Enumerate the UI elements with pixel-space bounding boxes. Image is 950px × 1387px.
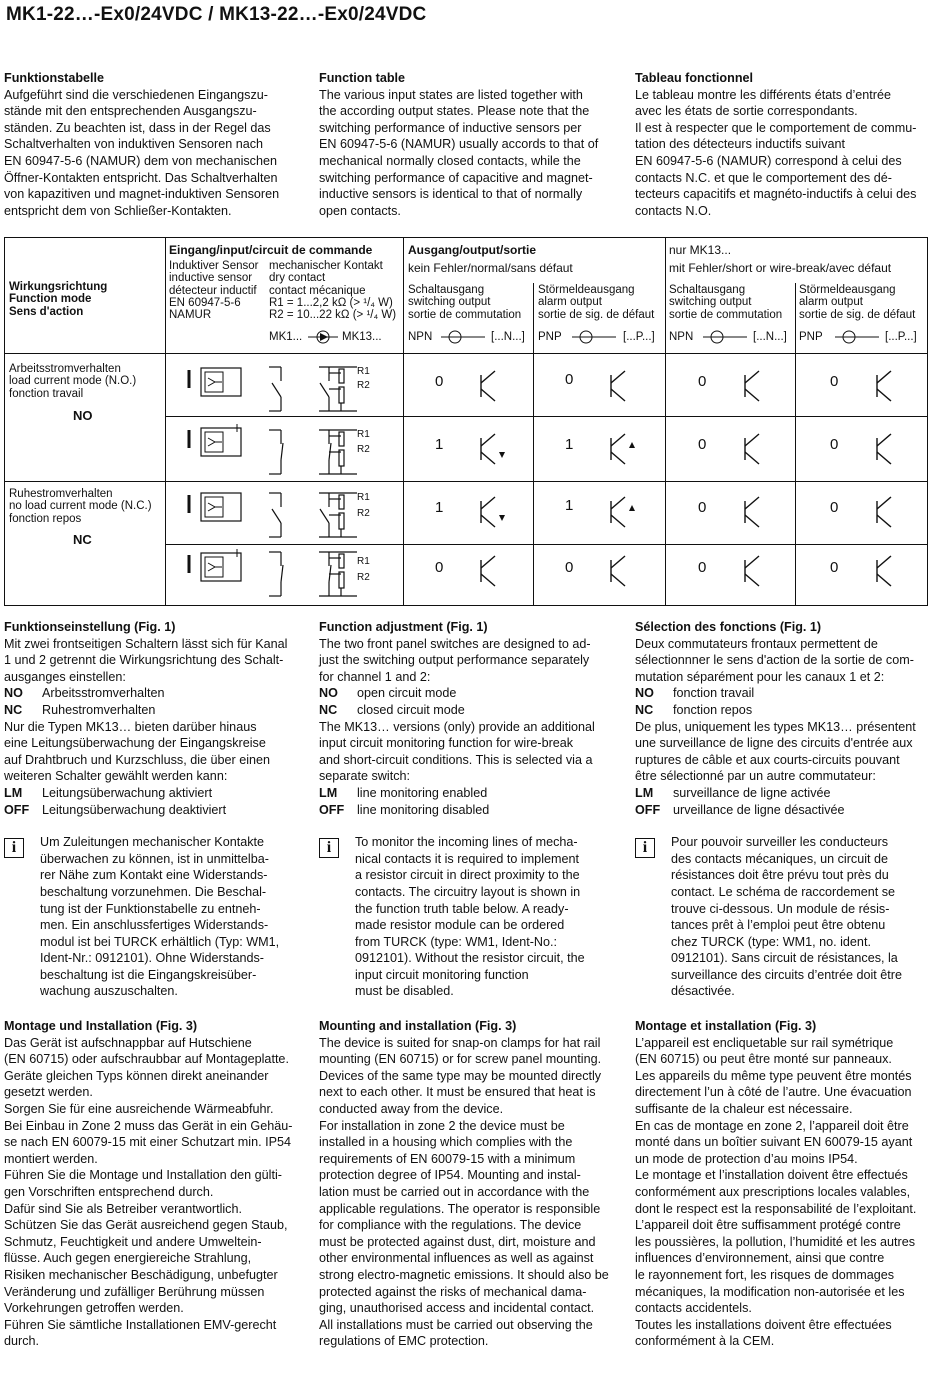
resistor-contact-icon xyxy=(319,493,357,537)
input-header: Eingang/input/circuit de commande xyxy=(169,243,373,257)
row2-switch-value: 1 xyxy=(435,436,444,453)
pnp-label: PNP xyxy=(799,331,823,343)
contact-description: mechanischer Kontakt dry contact contact mécanique R1 = 1...2,2 kΩ (> ¹/₄ W) R2 = 10...22 kΩ (> ¹/₄ W) xyxy=(269,260,397,322)
lm-code: LM xyxy=(319,785,338,800)
transistor-icon xyxy=(481,434,505,464)
function-table-en xyxy=(319,70,619,219)
row3-fault-alarm-value: 0 xyxy=(830,499,839,516)
nc-desc: closed circuit mode xyxy=(357,702,465,717)
mode-header: Wirkungsrichtung Function mode Sens d'action xyxy=(9,281,108,318)
section-heading: Sélection des fonctions (Fig. 1) xyxy=(635,620,822,634)
section-heading: Mounting and installation (Fig. 3) xyxy=(319,1019,517,1033)
transistor-icon xyxy=(481,371,495,401)
sensor-description: Induktiver Sensor inductive sensor détecteur inductif EN 60947-5-6 NAMUR xyxy=(169,260,259,322)
section-heading: Funktionstabelle xyxy=(4,71,105,85)
mounting-de xyxy=(4,1018,304,1350)
off-desc: line monitoring disabled xyxy=(357,802,490,817)
function-table-de xyxy=(4,70,304,219)
sensor-icon xyxy=(189,424,241,456)
transistor-icon xyxy=(745,434,759,464)
nc-code: NC xyxy=(4,702,23,717)
r1-label: R1 xyxy=(357,429,370,440)
r1-label: R1 xyxy=(357,556,370,567)
alarm-output-label: Störmeldeausgang alarm output sortie de sig. de défaut xyxy=(799,284,916,321)
r1-label: R1 xyxy=(357,492,370,503)
off-desc: urveillance de ligne désactivée xyxy=(673,802,845,817)
output-header: Ausgang/output/sortie xyxy=(408,243,536,257)
off-code: OFF xyxy=(635,802,661,817)
row4-switch-value: 0 xyxy=(435,559,444,576)
nc-setting xyxy=(4,702,304,719)
info-text: Pour pouvoir surveiller les conducteurs des contacts mécaniques, un circuit de résistances doit être prévu tout près du contact. Le schéma de raccordement se trouve ci-dessous. Un module de résis- tances prêt à l’emploi peut être obtenu chez TURCK (type: WM1, no. ident. 0912101). Sans circuit de résistances, la surveillance des circuits d’entrée doit être désactivée. xyxy=(671,835,902,999)
no-mode-code: NO xyxy=(73,408,93,423)
section-heading: Funktionseinstellung (Fig. 1) xyxy=(4,620,176,634)
row4-fault-alarm-value: 0 xyxy=(830,559,839,576)
row1-switch-value: 0 xyxy=(435,373,444,390)
lm-setting xyxy=(4,785,304,802)
section-text: The two front panel switches are designed to ad- just the switching output performance separately for channel 1 and 2: xyxy=(319,636,591,684)
row2-fault-switch-value: 0 xyxy=(698,436,707,453)
adjust-en xyxy=(319,619,619,1000)
lm-setting xyxy=(319,785,619,802)
r2-label: R2 xyxy=(357,572,370,583)
open-contact-icon xyxy=(269,367,281,411)
transistor-icon xyxy=(877,371,891,401)
sensor-icon xyxy=(189,549,241,581)
lm-code: LM xyxy=(635,785,654,800)
section-text: The MK13… versions (only) provide an additional input circuit monitoring function for wire-break and short-circuit conditions. This is selected via a separate switch: xyxy=(319,719,595,784)
section-text: De plus, uniquement les types MK13… présentent une surveillance de ligne des circuits d'entrée aux ruptures de câble et aux courts-circuits pouvant être sélectionné par un autre commutateur: xyxy=(635,719,916,784)
sensor-icon xyxy=(189,493,241,521)
lm-desc: surveillance de ligne activée xyxy=(673,785,831,800)
section-text: L’appareil est encliquetable sur rail symétrique (EN 60715) ou peut être monté sur panneaux. Les appareils du même type peuvent être montés directement l’un à côté de l’autre. Une évacuation suffisante de la chaleur est nécessaire. En cas de montage en zone 2, l’appareil doit être monté dans un boîtier suivant EN 60079-15 ayant un mode de protection d’au moins IP54. Le montage et l’installation doivent être effectués conformément aux prescriptions locales valables, dont le respect est la responsabilité de l’exploitant. L’appareil doit être suffisamment protégé contre les poussières, la pollution, l’humidité et les autres influences d’environnement, ainsi que contre le rayonnement fort, les risques de dommages mécaniques, la modification non-autorisée et les contacts accidentels. Toutes les installations doivent être effectuées conformément à la CEM. xyxy=(635,1035,917,1349)
row4-alarm-value: 0 xyxy=(565,559,574,576)
mk13-label: MK13... xyxy=(342,331,382,343)
pnp-type: [...P...] xyxy=(623,331,655,343)
row3-fault-switch-value: 0 xyxy=(698,499,707,516)
switch-output-label: Schaltausgang switching output sortie de commutation xyxy=(669,284,783,321)
row3-alarm-value: 1 xyxy=(565,497,574,514)
off-code: OFF xyxy=(319,802,345,817)
nc-code: NC xyxy=(635,702,654,717)
schematic-layer xyxy=(5,238,927,605)
no-desc: Arbeitsstromverhalten xyxy=(42,686,165,701)
info-text: Um Zuleitungen mechanischer Kontakte überwachen zu können, ist in unmittelba- rer Nähe zum Kontakt eine Widerstands- beschaltung vorzunehmen. Die Beschal- tung ist der Funktionstabelle zu entneh- men. Ein anschlussfertiges Widerstands- modul ist bei TURCK erhältlich (Typ: WM1, Ident-Nr.: 0912101). Ohne Widerstands- beschaltung ist die Eingangskreisüber- wachung auszuschalten. xyxy=(40,835,280,999)
row3-switch-value: 1 xyxy=(435,499,444,516)
transistor-icon xyxy=(611,497,635,527)
lm-code: LM xyxy=(4,785,23,800)
npn-label: NPN xyxy=(408,331,433,343)
alarm-output-label: Störmeldeausgang alarm output sortie de sig. de défaut xyxy=(538,284,655,321)
pnp-type: [...P...] xyxy=(885,331,917,343)
section-text: Das Gerät ist aufschnappbar auf Hutschiene (EN 60715) oder aufschraubbar auf Montageplatte. Geräte gleichen Typs können direkt aneinander gesetzt werden. Sorgen Sie für eine ausreichende Wärmeabfuhr. Bei Einbau in Zone 2 muss das Gerät in ein Gehäu- se nach EN 60079-15 mit einer Schutzart min. IP54 montiert werden. Führen Sie die Montage und Installation den gülti- gen Vorschriften entsprechend durch. Dafür sind Sie als Betreiber verantwortlich. Schützen Sie das Gerät ausreichend gegen Staub, Schmutz, Feuchtigkeit und andere Umweltein- flüsse. Auch gegen energiereiche Strahlung, Risiken mechanischer Beschädigung, unbefugter Veränderung und zufälliger Berührung müssen Vorkehrungen getroffen werden. Führen Sie sämtliche Installationen EMV-gerecht durch. xyxy=(4,1035,293,1349)
off-setting xyxy=(635,802,935,819)
transistor-icon xyxy=(481,497,505,527)
no-setting xyxy=(4,685,304,702)
only-mk13-label: nur MK13... xyxy=(669,243,732,257)
adjust-de xyxy=(4,619,304,1000)
nc-setting xyxy=(319,702,619,719)
transistor-icon xyxy=(745,497,759,527)
function-table-fr xyxy=(635,70,935,219)
row2-fault-alarm-value: 0 xyxy=(830,436,839,453)
off-setting xyxy=(319,802,619,819)
lm-setting xyxy=(635,785,935,802)
no-desc: fonction travail xyxy=(673,686,755,701)
no-setting xyxy=(635,685,935,702)
info-icon: i xyxy=(635,838,655,858)
mk1-label: MK1... xyxy=(269,331,303,343)
transistor-icon xyxy=(611,556,625,586)
transistor-icon xyxy=(481,556,495,586)
row4-fault-switch-value: 0 xyxy=(698,559,707,576)
info-note xyxy=(4,834,304,1000)
info-note xyxy=(635,834,935,1000)
section-heading: Tableau fonctionnel xyxy=(635,71,754,85)
row1-fault-switch-value: 0 xyxy=(698,373,707,390)
no-code: NO xyxy=(635,686,654,701)
off-setting xyxy=(4,802,304,819)
npn-label: NPN xyxy=(669,331,694,343)
resistor-contact-icon xyxy=(319,367,357,411)
no-setting xyxy=(319,685,619,702)
npn-type: [...N...] xyxy=(491,331,525,343)
transistor-icon xyxy=(877,434,891,464)
mounting-fr xyxy=(635,1018,935,1350)
section-text: The device is suited for snap-on clamps for hat rail mounting (EN 60715) or for screw panel mounting. Devices of the same type may be mounted directly next to each other. It must be ensured that heat is conducted away from the device. For installation in zone 2 the device must be installed in a housing which complies with the requirements of EN 60079-15 with a minimum protection degree of IP54. Mounting and instal- lation must be carried out in accordance with the applicable regulations. The operator is responsible for compliance with the regulations. The device must be protected against dust, dirt, moisture and other environmental influences as well as against strong electro-magnetic emissions. It should also be protected against the risks of mechanical dama- ging, unauthorised access and incidental contact. All installations must be carried out observing the regulations of EMC protection. xyxy=(319,1035,609,1349)
section-heading: Montage et installation (Fig. 3) xyxy=(635,1019,817,1033)
pnp-label: PNP xyxy=(538,331,562,343)
section-text: The various input states are listed together with the according output states. Please note that the switching performance of inductive sensors per EN 60947-5-6 (NAMUR) usually accords to that of mechanical normally closed contacts, while the switching performance of capacitive and magnet- inductive sensors is identical to that of normally open contacts. xyxy=(319,87,599,218)
section-text: Deux commutateurs frontaux permettent de sélectionnner le sens d'action de la sortie de com- mutation séparément pour les canaux 1 et 2: xyxy=(635,636,914,684)
off-desc: Leitungsüberwachung deaktiviert xyxy=(42,802,227,817)
section-text: Aufgeführt sind die verschiedenen Eingangszu- stände mit den entsprechenden Ausgangszu- ständen. Zu beachten ist, dass in der Regel das Schaltverhalten von induktiven Sensoren nach EN 60947-5-6 (NAMUR) dem von mechanischen Öffner-Kontakten entspricht. Das Schaltverhalten von kapazitiven und magnet-induktiven Sensoren entspricht dem von Schließer-Kontakten. xyxy=(4,87,280,218)
r1-label: R1 xyxy=(357,366,370,377)
off-code: OFF xyxy=(4,802,30,817)
no-code: NO xyxy=(319,686,338,701)
with-fault-label: mit Fehler/short or wire-break/avec défaut xyxy=(669,261,892,275)
no-desc: open circuit mode xyxy=(357,686,457,701)
lm-desc: Leitungsüberwachung aktiviert xyxy=(42,785,213,800)
nc-setting xyxy=(635,702,935,719)
open-contact-icon xyxy=(269,493,281,537)
page-title: MK1-22…-Ex0/24VDC / MK13-22…-Ex0/24VDC xyxy=(6,4,427,25)
nc-mode-label: Ruhestromverhalten no load current mode (N.C.) fonction repos xyxy=(9,488,152,525)
lm-desc: line monitoring enabled xyxy=(357,785,488,800)
r2-label: R2 xyxy=(357,380,370,391)
no-code: NO xyxy=(4,686,23,701)
info-icon: i xyxy=(4,838,24,858)
transistor-icon xyxy=(745,371,759,401)
info-text: To monitor the incoming lines of mecha- nical contacts it is required to implement a resistor circuit in direct proximity to the contacts. The circuitry layout is shown in the function truth table below. A ready- made resistor module can be ordered from TURCK (type: WM1, Ident-No.: 0912101). Without the resistor circuit, the input circuit monitoring function must be disabled. xyxy=(355,835,585,999)
npn-type: [...N...] xyxy=(753,331,787,343)
section-heading: Function adjustment (Fig. 1) xyxy=(319,620,488,634)
transistor-icon xyxy=(877,556,891,586)
function-truth-table xyxy=(4,237,928,606)
closed-contact-icon xyxy=(269,552,283,596)
transistor-icon xyxy=(745,556,759,586)
nc-desc: fonction repos xyxy=(673,702,753,717)
nc-mode-code: NC xyxy=(73,532,92,547)
section-heading: Montage und Installation (Fig. 3) xyxy=(4,1019,198,1033)
row1-alarm-value: 0 xyxy=(565,371,574,388)
section-text: Le tableau montre les différents états d’entrée avec les états de sortie correspondants. Il est à respecter que le comportement de commu- tation des détecteurs inductifs suivant EN 60947-5-6 (NAMUR) correspond à celui des contacts N.C. et que le comportement des dé- tecteurs capacitifs et magnéto-inductifs à celui des contacts N.O. xyxy=(635,87,917,218)
resistor-contact-icon xyxy=(319,430,357,474)
switch-output-label: Schaltausgang switching output sortie de commutation xyxy=(408,284,522,321)
sensor-icon xyxy=(189,368,241,396)
r2-label: R2 xyxy=(357,444,370,455)
row1-fault-alarm-value: 0 xyxy=(830,373,839,390)
nc-desc: Ruhestromverhalten xyxy=(42,702,156,717)
no-fault-label: kein Fehler/normal/sans défaut xyxy=(408,261,573,275)
adjust-fr xyxy=(635,619,935,1000)
section-text: Mit zwei frontseitigen Schaltern lässt sich für Kanal 1 und 2 getrennt die Wirkungsrichtung des Schalt- ausganges einstellen: xyxy=(4,636,288,684)
nc-code: NC xyxy=(319,702,338,717)
mounting-en xyxy=(319,1018,619,1350)
section-heading: Function table xyxy=(319,71,406,85)
transistor-icon xyxy=(611,434,635,464)
closed-contact-icon xyxy=(269,430,283,474)
info-icon: i xyxy=(319,838,339,858)
transistor-icon xyxy=(877,497,891,527)
r2-label: R2 xyxy=(357,508,370,519)
resistor-contact-icon xyxy=(319,552,357,596)
section-text: Nur die Typen MK13… bieten darüber hinaus eine Leitungsüberwachung der Eingangskreise auf Drahtbruch und Kurzschluss, die über einen weiteren Schalter gewählt werden kann: xyxy=(4,719,271,784)
transistor-icon xyxy=(611,371,625,401)
info-note xyxy=(319,834,619,1000)
no-mode-label: Arbeitsstromverhalten load current mode (N.O.) fonction travail xyxy=(9,363,137,400)
row2-alarm-value: 1 xyxy=(565,436,574,453)
